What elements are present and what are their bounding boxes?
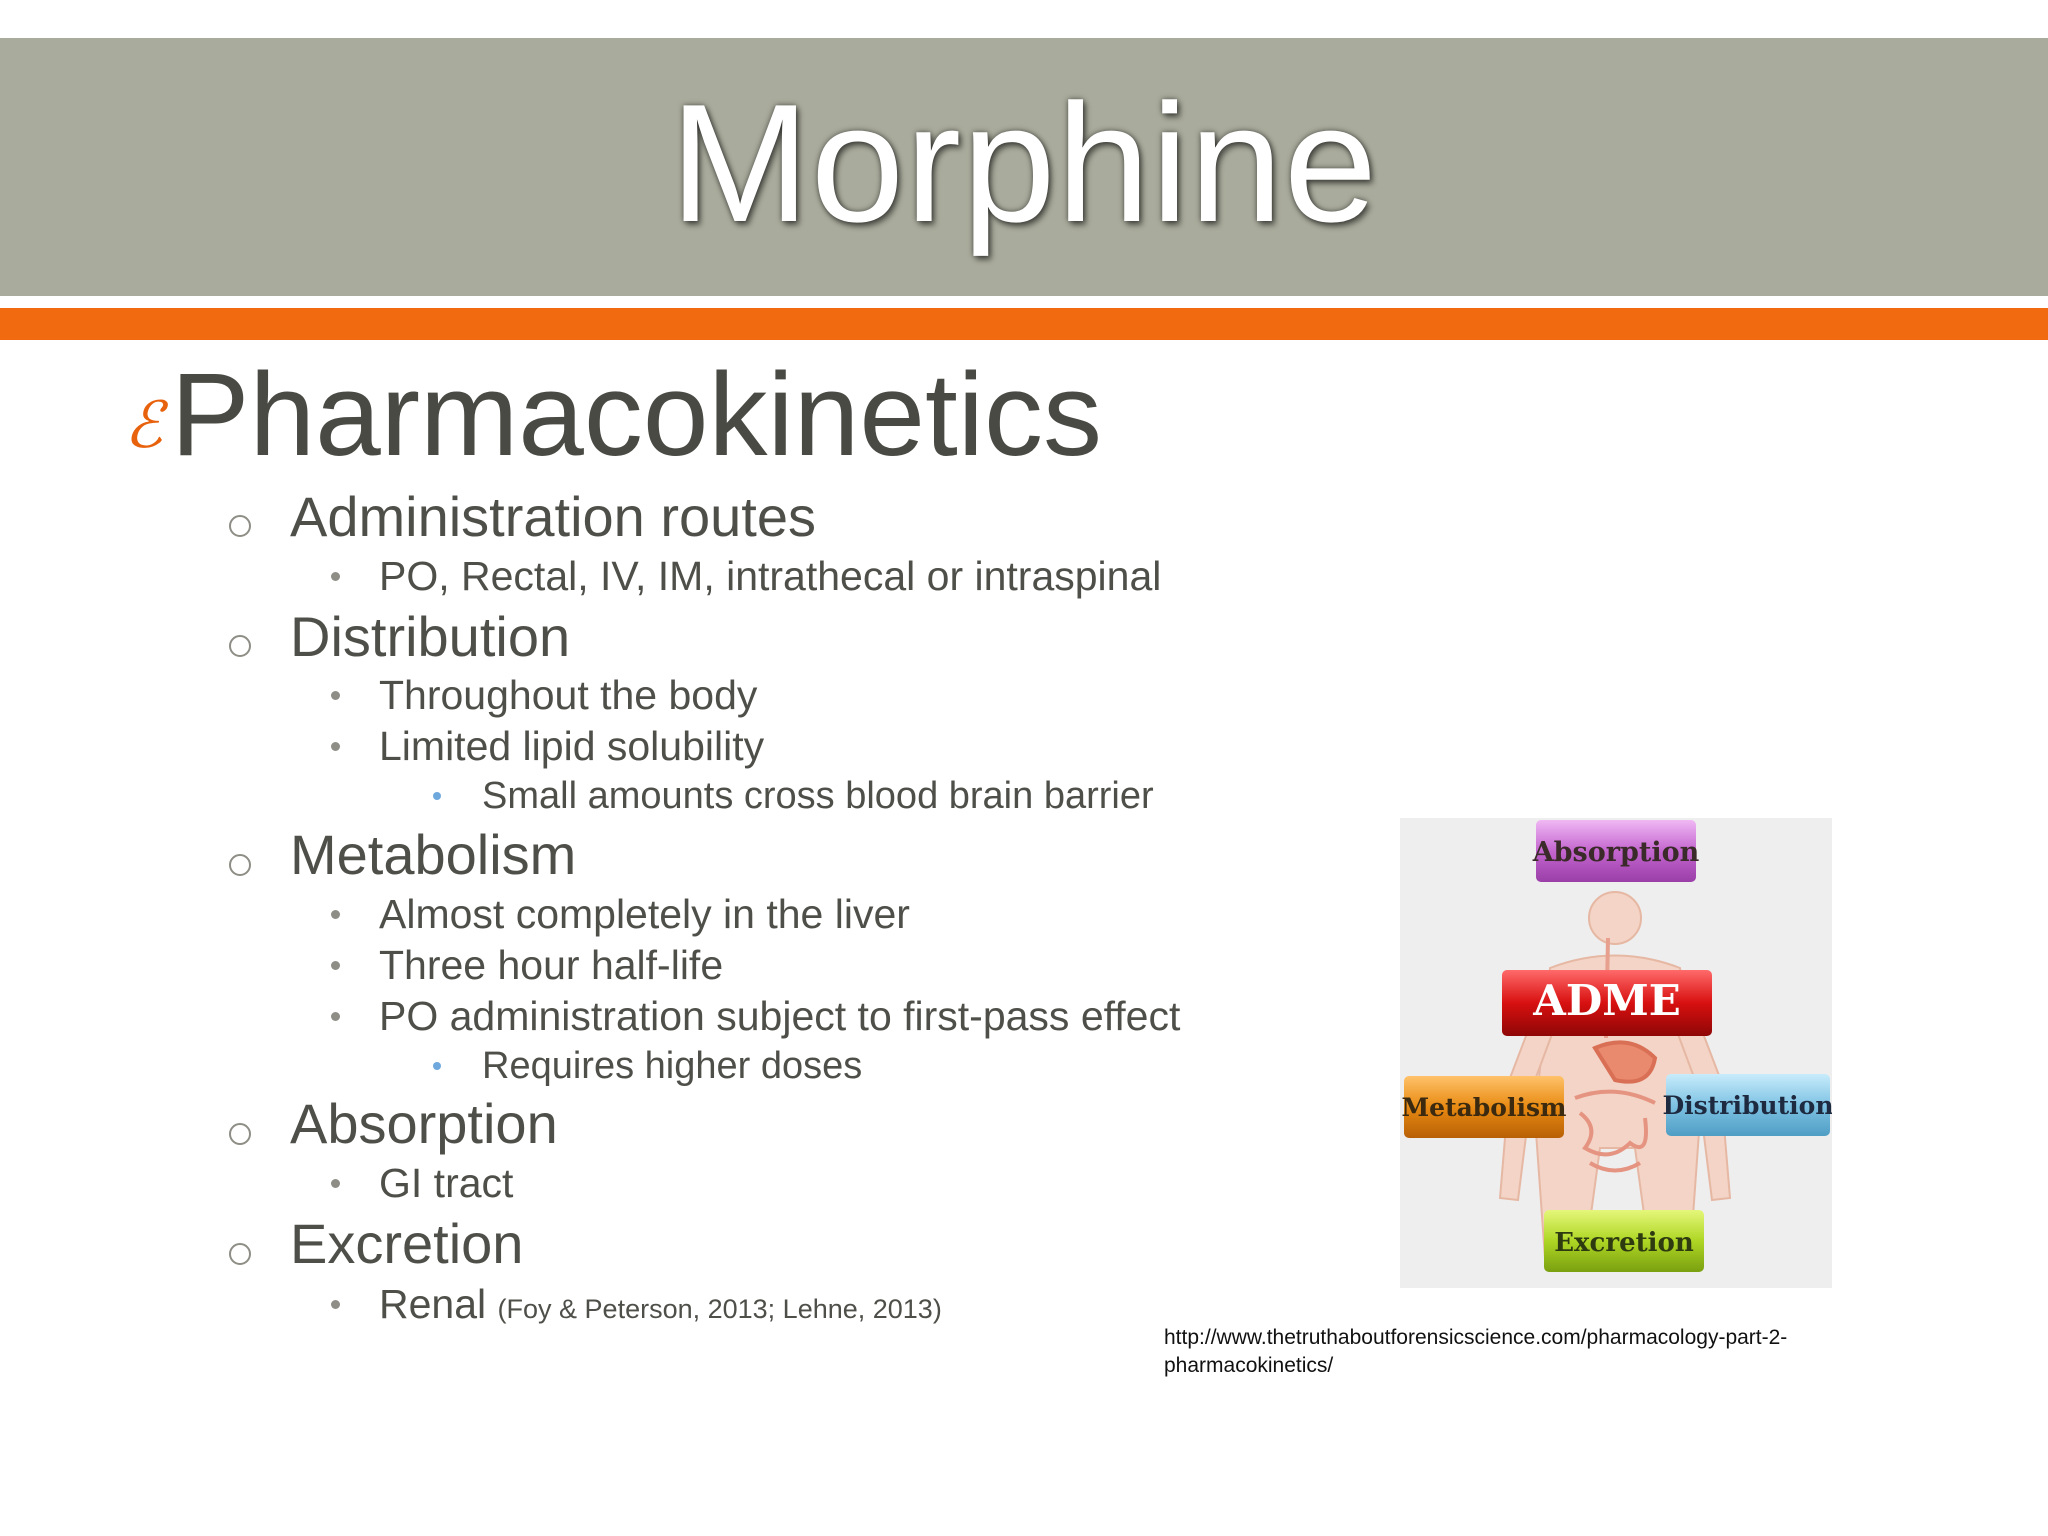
sub-bullet-icon	[433, 1062, 441, 1070]
list-item: Throughout the body	[379, 672, 758, 718]
section-title-administration: Administration routes	[290, 485, 817, 548]
section-title-excretion: Excretion	[290, 1212, 524, 1275]
slide-title: Morphine	[669, 68, 1379, 257]
section-title-metabolism: Metabolism	[290, 823, 577, 886]
list-item: Three hour half-life	[379, 942, 724, 988]
sub-list-item: Requires higher doses	[482, 1045, 863, 1087]
dot-bullet-icon	[331, 1300, 340, 1309]
list-item: PO, Rectal, IV, IM, intrathecal or intraspinal	[379, 553, 1162, 599]
list-item: Almost completely in the liver	[379, 891, 910, 937]
adme-label-text: ADME	[1533, 976, 1681, 1025]
sub-bullet-icon	[433, 792, 441, 800]
accent-bar	[0, 308, 2048, 340]
source-url-line-2: pharmacokinetics/	[1164, 1354, 1334, 1377]
metabolism-label	[1401, 1076, 1566, 1138]
adme-figure	[1400, 818, 1832, 1288]
adme-illustration	[1400, 818, 1832, 1288]
citation: (Foy & Peterson, 2013; Lehne, 2013)	[497, 1294, 942, 1324]
source-url	[1164, 1324, 1864, 1380]
heading-text: Pharmacokinetics	[170, 349, 1103, 481]
list-item	[379, 1280, 942, 1328]
dot-bullet-icon	[331, 742, 340, 751]
circle-bullet-icon	[229, 515, 251, 537]
circle-bullet-icon	[229, 1243, 251, 1265]
list-item-text: Renal	[379, 1281, 487, 1327]
adme-center-label	[1502, 970, 1712, 1036]
list-item: GI tract	[379, 1160, 514, 1206]
distribution-label	[1662, 1074, 1832, 1136]
dot-bullet-icon	[331, 910, 340, 919]
excretion-label-text: Excretion	[1554, 1228, 1694, 1258]
distribution-label-text: Distribution	[1662, 1091, 1832, 1120]
dot-bullet-icon	[331, 572, 340, 581]
absorption-label	[1532, 820, 1700, 882]
title-band	[0, 38, 2048, 296]
section-title-absorption: Absorption	[290, 1092, 558, 1155]
fleuron-bullet-icon: ℰ	[124, 389, 163, 463]
dot-bullet-icon	[331, 1179, 340, 1188]
list-item: PO administration subject to first-pass effect	[379, 993, 1181, 1039]
source-url-line-1: http://www.thetruthaboutforensicscience.com/pharmacology-part-2-	[1164, 1326, 1788, 1349]
main-heading	[124, 350, 1102, 480]
circle-bullet-icon	[229, 635, 251, 657]
excretion-label	[1544, 1210, 1704, 1272]
metabolism-label-text: Metabolism	[1401, 1093, 1567, 1122]
dot-bullet-icon	[331, 961, 340, 970]
sub-list-item: Small amounts cross blood brain barrier	[482, 775, 1154, 817]
circle-bullet-icon	[229, 854, 251, 876]
circle-bullet-icon	[229, 1123, 251, 1145]
absorption-label-text: Absorption	[1532, 837, 1700, 868]
list-item: Limited lipid solubility	[379, 723, 765, 769]
section-title-distribution: Distribution	[290, 605, 571, 668]
dot-bullet-icon	[331, 1012, 340, 1021]
dot-bullet-icon	[331, 691, 340, 700]
